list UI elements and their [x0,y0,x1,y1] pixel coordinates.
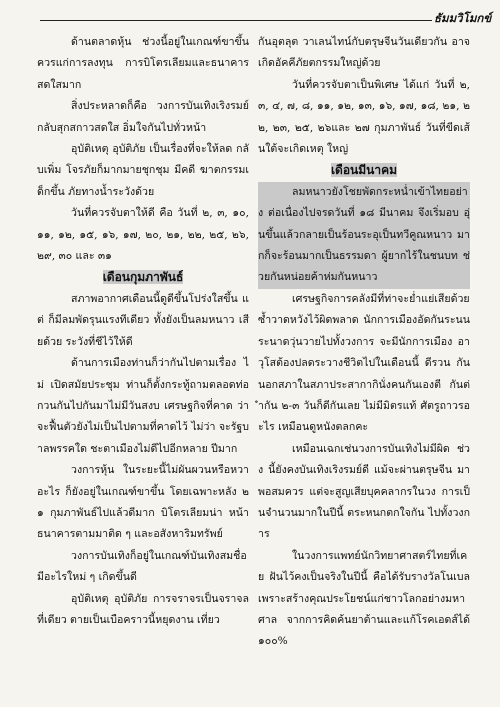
paragraph-march-weather: ลมหนาวยังโชยพัดกระหน่ำเข้าไทยอย่าง ต่อเนื่องไปจรดวันที่ ๑๘ มีนาคม จึงเริ่มอบ อุ่นขึ้นแล้วกลายเป็นร้อนระอุเป็นทวีคูณหนาว มากก็จะร้อนมากเป็นธรรมดา ผู้ยากไร้ในชนบท ช่วยกันหน่อยค้าห่มกันหนาว [258,182,470,289]
paragraph-watch-dates: วันที่ควรจับตาให้ดี คือ วันที่ ๒, ๓, ๑๐, ๑๑, ๑๒, ๑๕, ๑๖, ๑๗, ๒๐, ๒๑, ๒๒, ๒๕, ๒๖, ๒๙, ๓๐ และ ๓๑ [37,207,249,263]
paragraph-feb-weather: สภาพอากาศเดือนนี้ดูดีขึ้นโปร่งใสขึ้น แต่ ก็มีลมพัดรุนแรงทีเดียว ทั้งยังเป็นลมหนาว เสียด้วย ระวังที่ชีไว้ให้ดี [37,292,249,348]
section-heading-february: เดือนกุมภาพันธ์ [102,270,184,285]
paragraph-accidents: อุบัติเหตุ อุบัติภัย เป็นเรื่องที่จะให้ลด กลับเพิ่ม โจรภัยก็มากมายชุกชุม มีคดี ฆาตกรรมเด็กขึ้น ภัยทางน้ำระวังด้วย [37,143,249,198]
paragraph-march-entertainment: เหมือนเฉกเช่นวงการบันเทิงไม่มีผิด ช่วง นี้ยังคงบันเทิงเริงรมย์ดี แม้จะผ่านตรุษจีน มาพอสมควร แต่จะสูญเสียบุคคลากรในวง การเป็นจำนวนมากในปีนี้ ตระหนกตกใจกัน ไปทั้งวงการ [258,442,470,541]
header-rule [40,20,480,21]
section-heading-march: เดือนมีนาคม [330,163,398,178]
paragraph-entertainment: สิ่งประหลาดก็คือ วงการบันเทิงเริงรมย์ กลับสุกสกาวสดใส อิ่มใจกันไปทั่วหน้า [37,100,249,134]
paragraph-stock-market: ด้านตลาดหุ้น ช่วงนี้อยู่ในเกณฑ์ขาขึ้น ควรแก่การลงทุน การบิโตรเลียมและธนาคาร สดใสมาก [37,36,249,91]
paragraph-feb-politics: ด้านการเมืองท่านก็ว่ากันไปตามเรื่อง ไม่ เปิดสมัยประชุม ท่านก็ตั้งกระทู้ถามตลอดท่อ กวนกันไปกันมาไม่มีวันสงบ เศรษฐกิจที่คาด ว่าจะฟื้นตัวยังไม่เป็นไปตามที่คาดไว้ ไม่ว่า จะรัฐบาลพรรคใด ชะตาเมืองไม่ดีไปอีกหลาย ปีมาก [37,357,249,455]
paragraph-feb-watch-dates: วันที่ควรจับตาเป็นพิเศษ ได้แก่ วันที่ ๒, ๓, ๔, ๗, ๘, ๑๑, ๑๒, ๑๓, ๑๖, ๑๗, ๑๘, ๒๑, ๒๒, ๒๓, ๒๕, ๒๖และ ๒๗ กุมภาพันธ์ วันที่ขีดเส้นใต้จะเกิดเหตุ ใหญ่ [258,78,470,156]
paragraph-march-economy: เศรษฐกิจการคลังมีที่ท่าจะย่ำแย่เสียด้วย ซ้ำวาดหวังไว้ผิดพลาด นักการเมืองอัดกันระนน ระนาดวุ่นวายไปทั้งวงการ จะมีนักการเมือง อาวุโสต้องปลดระวางชีวิตไปในเดือนนี้ ดีรวน กันนอกสภาในสภาประสากากินั่งคนกันเองตี กันต่ำกัน ๒-๓ วันก็ดีกันเลย ไม่มีมิตรแท้ ศัตรูถาวรอะไร เหมือนดูหนังตลกคะ [258,292,470,434]
paragraph-feb-stocks: วงการหุ้น ในระยะนี้ไม่ผันผวนหรือหวา อะไร ก็ยังอยู่ในเกณฑ์ขาขึ้น โดยเฉพาะหลัง ๒๑ กุมภาพันธ์ไปแล้วดีมาก บิโตรเลียมน่า หน้า ธนาคารตามมาติด ๆ และอสังหาริมทรัพย์ [37,464,249,541]
publication-title: ธัมมวิโมกข์ [432,9,500,27]
paragraph-march-medicine: ในวงการแพทย์นักวิทยาศาสตร์ไทยที่เคย ฝันไว้คงเป็นจริงในปีนี้ คือได้รับรางวัลโนเบล เพราะสร้างคุณประโยชน์แก่ชาวโลกอย่างมหาศาล จากการคิดค้นยาต้านและแก้โรคเอดส์ได้ ๑๐๐% [258,549,470,648]
paragraph-feb-entertainment: วงการบันเทิงก็อยู่ในเกณฑ์บันเทิงสมชื่อ มีอะไรใหม่ ๆ เกิดขึ้นดี [37,549,247,584]
paragraph-feb-accidents: อุบัติเหตุ อุบัติภัย การจราจรเป็นจราจล ที่เดียว ตายเป็นเบือคราวนี้หยุดงาน เที่ยว [37,592,249,626]
paragraph-continued: กันอุตลุต วาเลนไทน์กับตรุษจีนวันเดียวกัน อาจเกิดอัคคีภัยตกรรมใหญ่ด้วย [258,36,470,70]
right-column [258,32,470,653]
left-column [37,32,249,631]
